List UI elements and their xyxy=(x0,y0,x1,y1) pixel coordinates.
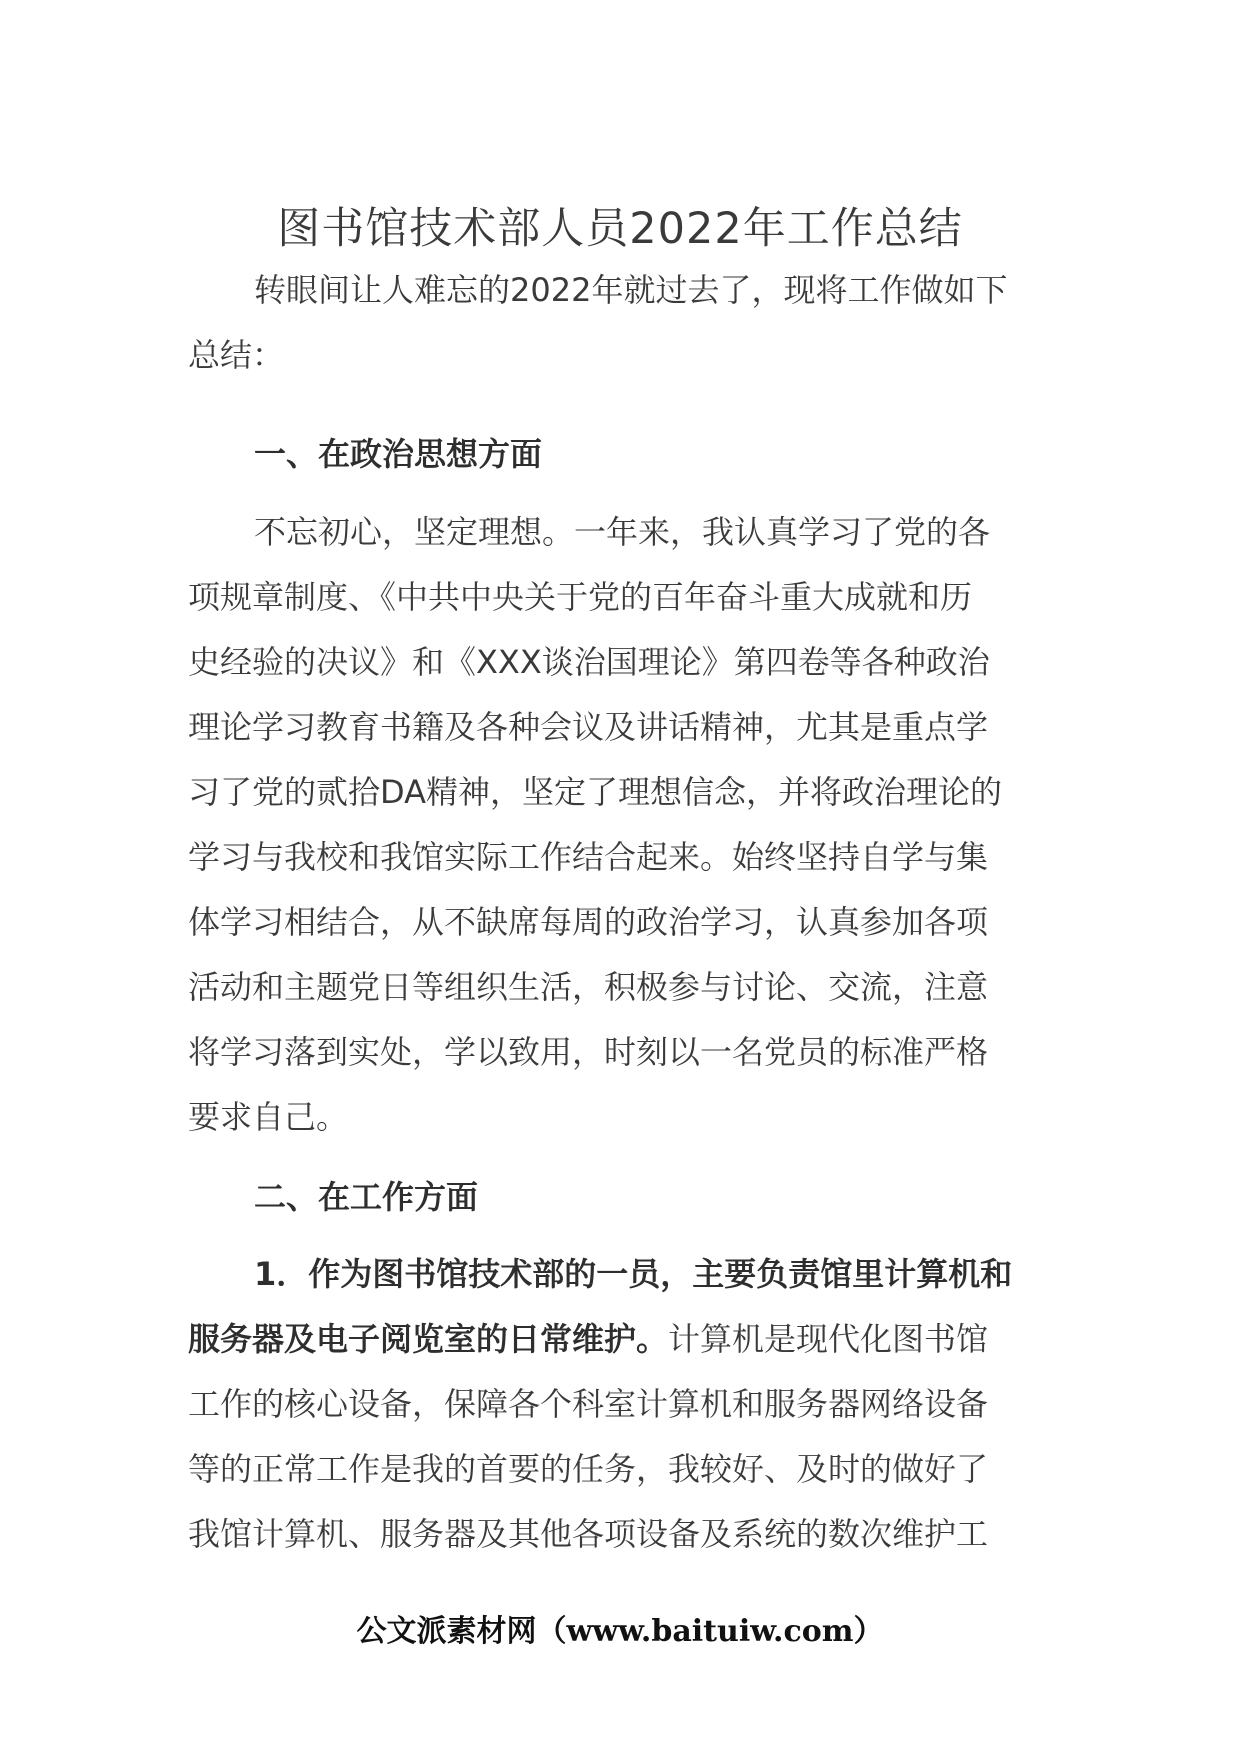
item1-mixed-line xyxy=(188,1307,1058,1372)
item1-bold-text: 服务器及电子阅览室的日常维护。 xyxy=(188,1320,669,1358)
paragraph-line: 史经验的决议》和《XXX谈治国理论》第四卷等各种政治 xyxy=(188,643,990,681)
paragraph-line: 将学习落到实处，学以致用，时刻以一名党员的标准严格 xyxy=(188,1033,989,1071)
intro-line: 转眼间让人难忘的2022年就过去了，现将工作做如下 xyxy=(254,271,1008,309)
paragraph-line: 习了党的贰拾DA精神，坚定了理想信念，并将政治理论的 xyxy=(188,773,1002,811)
paragraph-line: 活动和主题党日等组织生活，积极参与讨论、交流，注意 xyxy=(188,968,989,1006)
paragraph-line: 项规章制度、《中共中央关于党的百年奋斗重大成就和历 xyxy=(188,578,973,616)
section1-paragraph xyxy=(188,500,1058,1150)
intro-line: 总结： xyxy=(188,336,285,374)
paragraph-line: 不忘初心，坚定理想。一年来，我认真学习了党的各 xyxy=(254,513,991,551)
footer-source: 公文派素材网（www.baituiw.com） xyxy=(356,1614,884,1649)
paragraph-line: 我馆计算机、服务器及其他各项设备及系统的数次维护工 xyxy=(188,1515,989,1553)
section-heading-politics: 一、在政治思想方面 xyxy=(254,435,543,473)
paragraph-line: 学习与我校和我馆实际工作结合起来。始终坚持自学与集 xyxy=(188,838,989,876)
paragraph-line: 体学习相结合，从不缺席每周的政治学习，认真参加各项 xyxy=(188,903,989,941)
item1-paragraph xyxy=(188,1242,1058,1567)
item1-bold-line: 1．作为图书馆技术部的一员，主要负责馆里计算机和 xyxy=(254,1255,1013,1293)
paragraph-line: 要求自己。 xyxy=(188,1098,349,1136)
paragraph-line: 理论学习教育书籍及各种会议及讲话精神，尤其是重点学 xyxy=(188,708,989,746)
section-heading-work: 二、在工作方面 xyxy=(254,1178,479,1216)
document-title: 图书馆技术部人员2022年工作总结 xyxy=(277,204,963,254)
paragraph-line: 等的正常工作是我的首要的任务，我较好、及时的做好了 xyxy=(188,1450,989,1488)
intro-paragraph xyxy=(188,258,1058,388)
item1-normal-text: 计算机是现代化图书馆 xyxy=(668,1320,989,1358)
paragraph-line: 工作的核心设备，保障各个科室计算机和服务器网络设备 xyxy=(188,1385,989,1423)
